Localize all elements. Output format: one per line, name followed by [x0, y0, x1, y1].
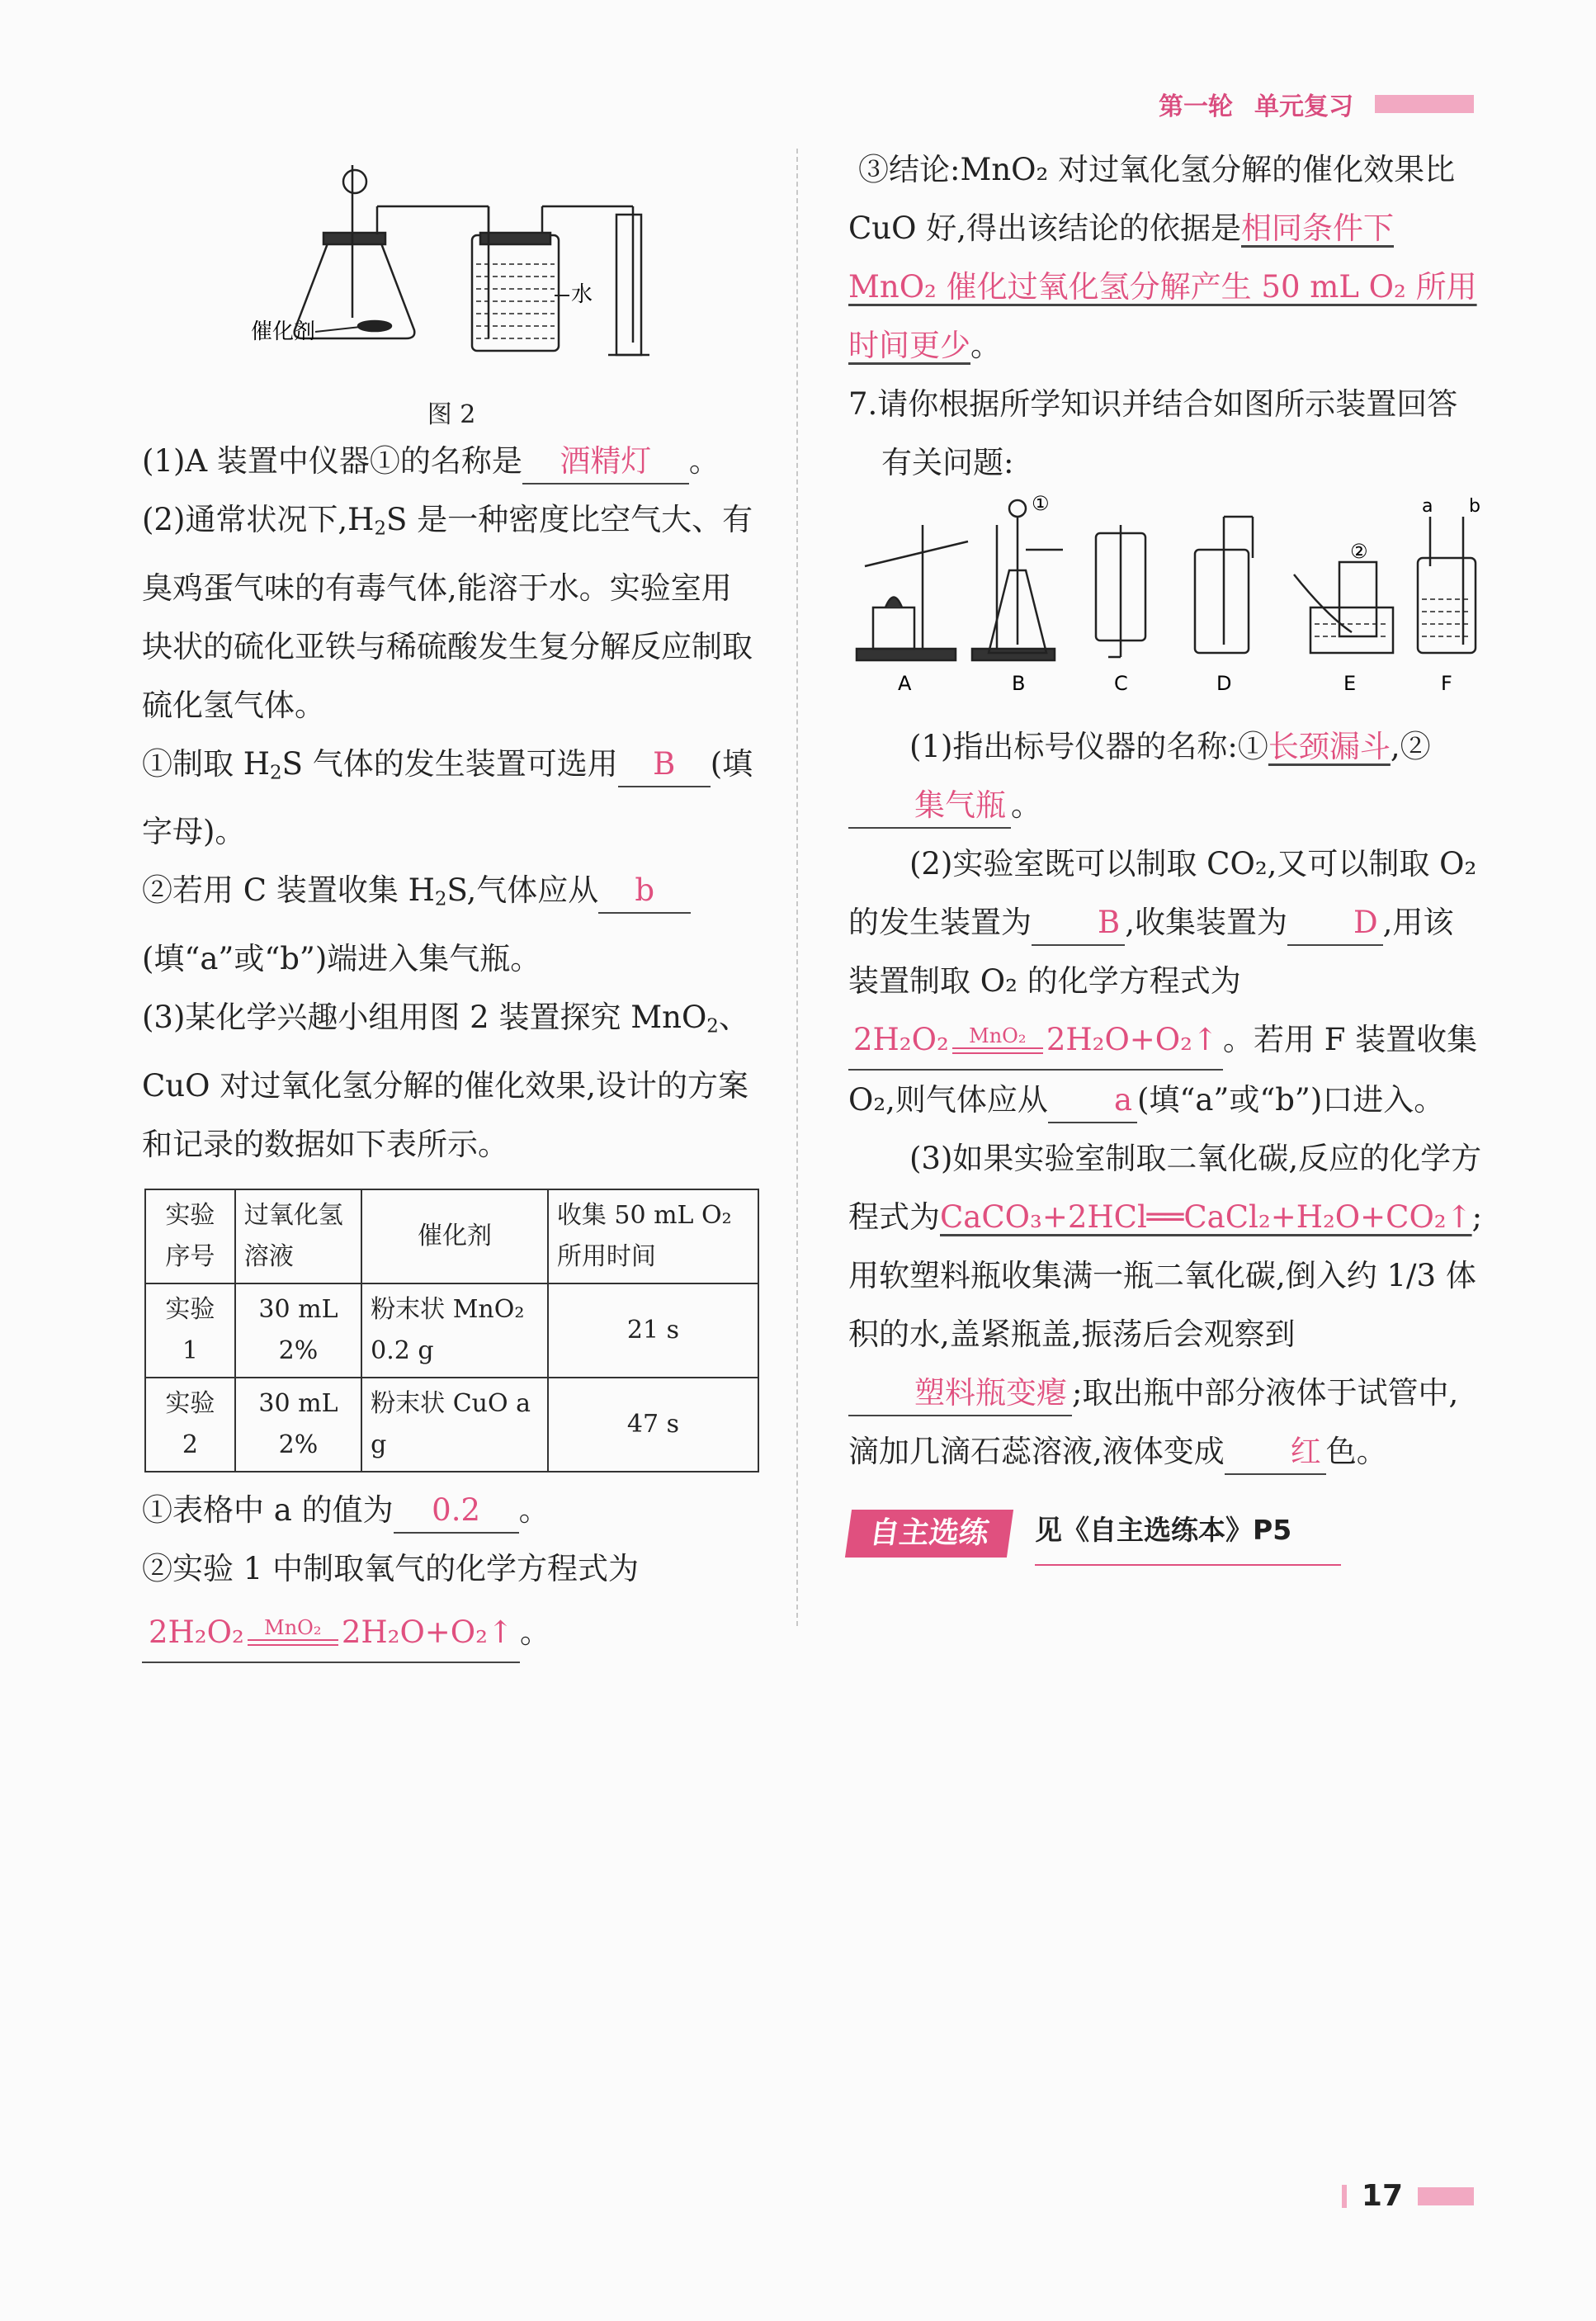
equation-condition: MnO₂ — [264, 1616, 322, 1640]
apparatus-c — [1096, 525, 1145, 657]
header-accent-bar — [1375, 95, 1474, 113]
page-header — [1159, 86, 1474, 122]
answer-7-3-eq: CaCO₃+2HCl══CaCl₂+H₂O+CO₂↑ — [940, 1199, 1472, 1235]
equation-reactant: 2H₂O₂ — [853, 1022, 949, 1057]
answer-7-1-1: 长颈漏斗 — [1268, 729, 1391, 764]
question-7-3: (3)如果实验室制取二氧化碳,反应的化学方程式为CaCO₃+2HCl══CaCl₂+H₂O+CO₂↑;用软塑料瓶收集满一瓶二氧化碳,倒入约 1/3 体积的水,盖紧瓶盖,振荡后会观察到塑料瓶变瘪 ;取出瓶中部分液体于试管中,滴加几滴石蕊溶液,液体变成 红 色。 — [848, 1129, 1484, 1481]
figure-2-caption: 图 2 — [427, 400, 476, 429]
self-practice-ref: 见《自主选练本》P5 — [1035, 1501, 1341, 1566]
self-practice-banner — [848, 1501, 1484, 1566]
page-footer — [1342, 2179, 1474, 2213]
table-header: 收集 50 mL O₂ 所用时间 — [548, 1189, 758, 1283]
apparatus-e — [1294, 562, 1393, 653]
label-a: A — [898, 672, 912, 695]
question-3-2: ②实验 1 中制取氧气的化学方程式为 — [142, 1550, 640, 1586]
table-header: 催化剂 — [361, 1189, 548, 1283]
question-3-intro: (3)某化学兴趣小组用图 2 装置探究 MnO$_2$、CuO 对过氧化氢分解的催化效果,设计的方案和记录的数据如下表所示。 — [142, 1000, 749, 1162]
label-b: B — [1012, 672, 1026, 695]
answer-2-2: b — [598, 869, 691, 914]
right-column — [848, 140, 1484, 1566]
table-row — [145, 1283, 758, 1378]
equation-reactant: 2H₂O₂ — [149, 1614, 244, 1650]
question-7-2: (2)实验室既可以制取 CO₂,又可以制取 O₂ 的发生装置为 B ,收集装置为 D ,用该装置制取 O₂ 的化学方程式为 2H₂O₂ MnO₂ 2H₂O+O₂↑ 。若用 F 装置收集 O₂,则气体应从 a (填“a”或“b”)口进入。 — [848, 834, 1484, 1129]
apparatus-d — [1195, 517, 1253, 653]
label-f: F — [1441, 672, 1452, 695]
figure-2-apparatus — [142, 140, 761, 380]
port-a: a — [1422, 496, 1433, 517]
table-cell: 粉末状 MnO₂ 0.2 g — [361, 1283, 548, 1378]
self-practice-tag: 自主选练 — [845, 1510, 1013, 1558]
table-cell: 21 s — [548, 1283, 758, 1378]
table-cell: 30 mL 2% — [235, 1378, 361, 1472]
mark-1: ① — [1032, 492, 1050, 515]
equation-product: 2H₂O+O₂↑ — [1046, 1022, 1218, 1057]
question-1: (1)A 装置中仪器①的名称是 酒精灯 。 — [142, 432, 761, 490]
question-2-2: ②若用 C 装置收集 $H_2S$,气体应从 b(填“a”或“b”)端进入集气瓶。 — [142, 861, 761, 988]
answer-7-2-1: B — [1032, 901, 1125, 946]
label-e: E — [1343, 672, 1357, 695]
table-header: 实验序号 — [145, 1189, 235, 1283]
column-divider — [796, 149, 798, 1626]
answer-3-2-line: 2H₂O₂ MnO₂ 2H₂O+O₂↑ 。 — [142, 1603, 761, 1663]
table-row — [145, 1378, 758, 1472]
answer-7-3-2: 红 — [1225, 1430, 1326, 1475]
left-column — [142, 140, 761, 1663]
apparatus-figure — [848, 492, 1484, 698]
apparatus-b — [972, 500, 1063, 660]
answer-7-2-3: a — [1048, 1079, 1137, 1123]
water-bottle — [472, 206, 633, 351]
question-2-1: ①制取 $H_2S$ 气体的发生装置可选用 B (填字母)。 — [142, 735, 761, 862]
table-cell: 实验 1 — [145, 1283, 235, 1378]
apparatus-a — [857, 525, 968, 660]
table-cell: 47 s — [548, 1378, 758, 1472]
lesson-label: 第一轮 — [1159, 92, 1233, 121]
answer-3-1: 0.2 — [394, 1489, 519, 1534]
experiment-table — [144, 1189, 759, 1472]
page-tick — [1342, 2185, 1347, 2208]
label-d: D — [1216, 672, 1232, 695]
flask-with-funnel — [295, 165, 489, 338]
port-b: b — [1469, 496, 1480, 517]
answer-3-3: 相同条件下 MnO₂ 催化过氧化氢分解产生 50 mL O₂ 所用时间更少 — [848, 210, 1477, 363]
equation-condition: MnO₂ — [969, 1023, 1027, 1047]
page-number: 17 — [1361, 2179, 1403, 2213]
section-label: 单元复习 — [1254, 92, 1353, 121]
answer-7-3-1: 塑料瓶变瘪 — [848, 1372, 1072, 1416]
equation-product: 2H₂O+O₂↑ — [341, 1614, 513, 1650]
answer-7-2-2: D — [1287, 901, 1383, 946]
question-3-1: ①表格中 a 的值为 0.2 。 — [142, 1481, 761, 1539]
measuring-cylinder — [608, 215, 649, 355]
apparatus-f — [1418, 517, 1476, 653]
catalyst-label: 催化剂 — [251, 319, 316, 344]
answer-2-1: B — [618, 743, 711, 787]
table-header-row — [145, 1189, 758, 1283]
table-cell: 实验 2 — [145, 1378, 235, 1472]
question-7: 7.请你根据所学知识并结合如图所示装置回答有关问题: — [848, 386, 1458, 480]
table-header: 过氧化氢溶液 — [235, 1189, 361, 1283]
page-accent-bar — [1418, 2187, 1474, 2205]
label-c: C — [1114, 672, 1128, 695]
table-cell: 粉末状 CuO a g — [361, 1378, 548, 1472]
water-label: 水 — [571, 282, 593, 307]
table-cell: 30 mL 2% — [235, 1283, 361, 1378]
question-3-3: ③结论:MnO₂ 对过氧化氢分解的催化效果比 CuO 好,得出该结论的依据是相同条件下 MnO₂ 催化过氧化氢分解产生 50 mL O₂ 所用时间更少。 — [848, 152, 1477, 363]
mark-2: ② — [1350, 540, 1368, 563]
question-7-1: (1)指出标号仪器的名称:①长颈漏斗,②集气瓶 。 — [848, 717, 1484, 834]
answer-1: 酒精灯 — [522, 440, 689, 485]
question-2-intro: (2)通常状况下$,H_2S$ 是一种密度比空气大、有臭鸡蛋气味的有毒气体,能溶于水。实验室用块状的硫化亚铁与稀硫酸发生复分解反应制取硫化氢气体。 — [142, 502, 753, 723]
answer-7-1-2: 集气瓶 — [848, 784, 1011, 829]
